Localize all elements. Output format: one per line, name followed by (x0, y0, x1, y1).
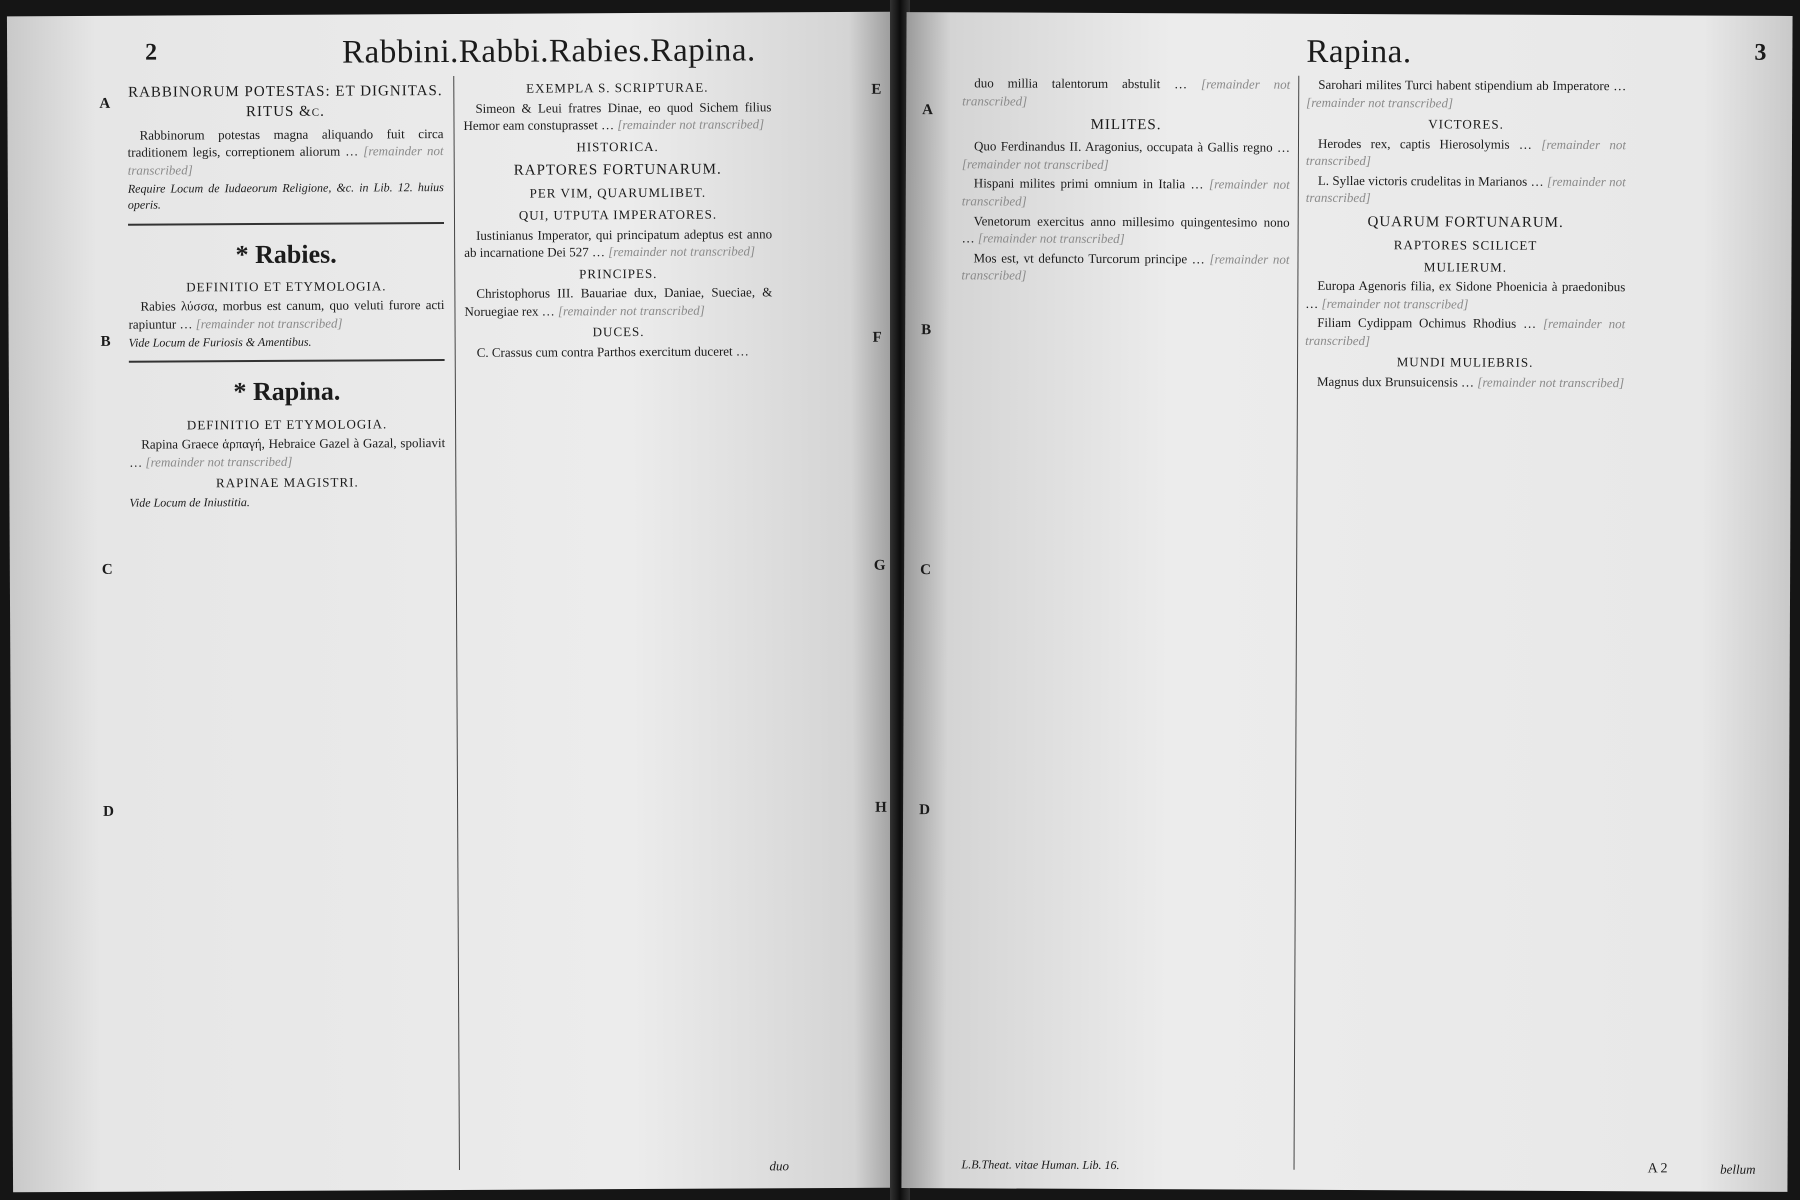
paragraph (463, 98, 771, 135)
paragraph (962, 138, 1290, 175)
paragraph (1306, 172, 1626, 208)
right-column-a (958, 74, 1291, 1169)
paragraph-opening: Iustinianus Imperator, qui principatum adeptus est anno ab incarnatione Dei 527 … (464, 225, 773, 261)
column-rule (1294, 76, 1300, 1170)
subsection-heading: EXEMPLA S. SCRIPTURAE. (526, 79, 709, 96)
subsection-heading: DEFINITIO ET ETYMOLOGIA. (186, 415, 388, 432)
right-header (906, 28, 1792, 78)
margin-letter: C (101, 561, 113, 578)
left-header (7, 28, 893, 79)
paragraph-opening: Sarohari milites Turci habent stipendium ab Imperatore … (1318, 76, 1627, 94)
subsection-heading: DEFINITIO ET ETYMOLOGIA. (186, 277, 387, 295)
cross-reference: Require Locum de Iudaeorum Religione, &c. in Lib. 12. huius operis. (127, 180, 444, 213)
paragraph (1305, 277, 1625, 313)
paragraph (961, 249, 1289, 286)
running-title: Rapina. (1306, 33, 1412, 71)
paragraph (464, 225, 772, 262)
margin-letter: A (99, 95, 111, 112)
paragraph-opening: Herodes rex, captis Hierosolymis … (1317, 135, 1532, 152)
entry-title: * Rapina. (233, 377, 341, 407)
margin-letter: D (919, 802, 930, 819)
elided-text: [remainder not transcribed] (127, 143, 444, 178)
paragraph (962, 212, 1290, 249)
paragraph (1305, 373, 1625, 392)
catchword: bellum (1720, 1161, 1756, 1177)
paragraph-opening: Venetorum exercitus anno millesimo quingentesimo nono … (961, 212, 1290, 246)
paragraph-opening: Europa Agenoris filia, ex Sidone Phoenicia à praedonibus … (1305, 278, 1626, 311)
elided-text: [remainder not transcribed] (961, 251, 1290, 283)
margin-letter: A (922, 102, 934, 119)
left-column-a (127, 76, 449, 1172)
signature-mark: A 2 (1647, 1161, 1668, 1177)
entry-title: * Rabies. (235, 239, 337, 269)
margin-letter: F (872, 329, 882, 346)
paragraph (962, 74, 1290, 111)
column-rule (453, 76, 460, 1170)
paragraph (128, 125, 444, 179)
margin-letter: B (921, 322, 932, 339)
elided-text: [remainder not transcribed] (195, 315, 343, 332)
elided-text: [remainder not transcribed] (608, 243, 756, 260)
subsection-heading: PRINCIPES. (579, 265, 658, 281)
section-heading: MILITES. (1090, 116, 1162, 134)
paragraph (464, 283, 772, 320)
elided-text: [remainder not transcribed] (1477, 374, 1625, 391)
footnote: L.B.Theat. vitae Human. Lib. 16. (961, 1157, 1120, 1173)
cross-reference: Vide Locum de Iniustitia. (129, 494, 250, 510)
paragraph-opening: L. Syllae victoris crudelitas in Marianos … (1317, 172, 1544, 189)
right-page (901, 12, 1792, 1192)
elided-text: [remainder not transcribed] (1305, 316, 1626, 348)
cross-reference: Vide Locum de Furiosis & Amentibus. (128, 334, 312, 350)
paragraph-opening: Rabbinorum potestas magna aliquando fuit circa traditionem legis, correptionem aliorum … (127, 125, 444, 160)
elided-text: [remainder not transcribed] (1305, 173, 1626, 206)
paragraph-opening: Filiam Cydippam Ochimus Rhodius … (1317, 315, 1537, 332)
elided-text: [remainder not transcribed] (1306, 94, 1454, 111)
paragraph-opening: Quo Ferdinandus II. Aragonius, occupata à Gallis regno … (973, 138, 1291, 156)
page-number: 3 (1754, 39, 1767, 66)
elided-text: [remainder not transcribed] (557, 302, 705, 319)
paragraph (1305, 314, 1625, 350)
paragraph-opening: Rabies λύσσα, morbus est canum, quo veluti furore acti rapiuntur … (128, 297, 445, 332)
elided-text: [remainder not transcribed] (962, 76, 1291, 109)
margin-letter: G (873, 557, 886, 574)
subsection-heading: VICTORES. (1428, 116, 1504, 132)
left-column-b (463, 74, 777, 1170)
paragraph-opening: Mos est, vt defuncto Turcorum principe … (973, 249, 1205, 267)
elided-text: [remainder not transcribed] (617, 116, 765, 133)
elided-text: [remainder not transcribed] (145, 453, 293, 470)
paragraph-opening: C. Crassus cum contra Parthos exercitum duceret … (476, 343, 749, 360)
paragraph-opening: Magnus dux Brunsuicensis … (1316, 373, 1475, 390)
paragraph (1306, 76, 1626, 112)
subsection-heading: MUNDI MULIEBRIS. (1396, 354, 1534, 371)
paragraph (962, 175, 1290, 212)
running-title: Rabbini.Rabbi.Rabies.Rapina. (342, 32, 756, 71)
paragraph (465, 342, 773, 361)
elided-text: [remainder not transcribed] (961, 156, 1109, 172)
elided-text: [remainder not transcribed] (961, 176, 1290, 209)
section-heading: RABBINORUM POTESTAS: ET DIGNITAS. RITUS &c. (128, 83, 443, 121)
paragraph-opening: Rapina Graece ἁρπαγή, Hebraice Gazel à Gazal, spoliavit … (129, 435, 446, 470)
paragraph-opening: duo millia talentorum abstulit … (974, 75, 1188, 92)
section-heading: RAPTORES FORTUNARUM. (513, 161, 722, 179)
elided-text: [remainder not transcribed] (1305, 136, 1627, 169)
subsection-heading: PER VIM, QUARUMLIBET. (529, 185, 707, 202)
paragraph-opening: Hispani milites primi omnium in Italia … (973, 175, 1204, 192)
subsection-heading: MULIERUM. (1423, 258, 1508, 275)
catchword: duo (769, 1158, 789, 1174)
elided-text: [remainder not transcribed] (977, 230, 1125, 247)
margin-letter: B (100, 333, 111, 350)
subsection-heading: DUCES. (592, 324, 645, 340)
paragraph (129, 434, 445, 471)
left-page (7, 12, 899, 1193)
subsection-heading: HISTORICA. (576, 138, 659, 154)
section-divider (129, 359, 445, 363)
margin-letter: H (875, 799, 887, 816)
margin-letter: C (920, 562, 932, 579)
subsection-heading: QUI, UTPUTA IMPERATORES. (518, 206, 718, 223)
subsection-heading: RAPTORES SCILICET (1393, 237, 1538, 253)
paragraph-opening: Christophorus III. Bauariae dux, Daniae, Sueciae, & Noruegiae rex … (464, 284, 773, 319)
paragraph (1306, 134, 1626, 170)
section-heading: QUARUM FORTUNARUM. (1367, 213, 1564, 231)
margin-letter: D (103, 803, 114, 820)
paragraph-opening: Simeon & Leui fratres Dinae, eo quod Sichem filius Hemor eam constuprasset … (463, 98, 772, 134)
subsection-heading: RAPINAE MAGISTRI. (215, 474, 359, 491)
right-column-b (1302, 76, 1627, 1171)
paragraph (128, 296, 444, 333)
page-number: 2 (145, 39, 158, 66)
elided-text: [remainder not transcribed] (1321, 295, 1469, 312)
section-divider (128, 222, 444, 226)
margin-letter: E (871, 81, 882, 98)
